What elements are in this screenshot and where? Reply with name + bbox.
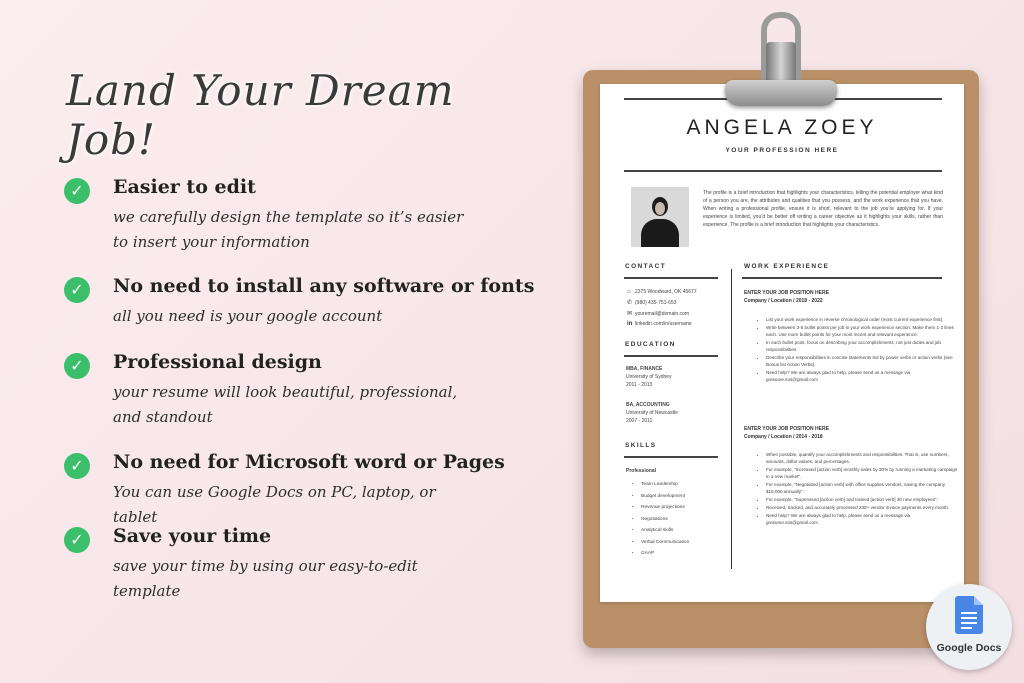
feature-title: No need to install any software or fonts — [113, 275, 535, 297]
divider — [624, 456, 718, 458]
job-bullet: • Need help? We are always glad to help, please send us a message via gresume.sos@gmail.com — [766, 512, 958, 526]
checkmark-icon: ✓ — [64, 178, 90, 204]
contact-email: ✉ youremail@domain.com — [627, 311, 689, 317]
education-years: 2011 - 2013 — [626, 382, 653, 388]
job-bullet: • Received, tracked, and accurately processed 230+ vendor invoice payments every month. — [766, 504, 958, 511]
job-bullet: • Describe your responsibilities in concise statements led by power verbs or action verbs (see Bonus list Action Verbs). — [766, 354, 958, 368]
feature-description: save your time by using our easy-to-edit template — [113, 557, 418, 600]
skill-item: • Revenue projections — [641, 502, 741, 514]
skill-item: • Verbal Communication — [641, 537, 741, 549]
job-bullet: • List your work experience in reverse chronological order (most current experience first). — [766, 316, 958, 323]
binder-clip — [725, 80, 837, 106]
skill-item: • Analytical skills — [641, 525, 741, 537]
phone-icon: ✆ — [627, 300, 633, 306]
contact-address: ⌂ 2375 Woodward, OK 45677 — [627, 289, 697, 295]
job-bullet: • For example, "Increased [action verb] monthly sales by 30% by running a marketing campaign in a new market". — [766, 466, 958, 480]
job-bullet: • For example, "Negotiated [action verb] with office supplies vendors, saving the company $15,000 annually". — [766, 481, 958, 495]
column-divider — [731, 269, 732, 569]
feature-title: Professional design — [113, 351, 322, 373]
binder-clip-neck — [766, 42, 796, 84]
divider — [624, 170, 942, 172]
google-docs-icon — [955, 596, 983, 634]
skill-item: • Budget development — [641, 491, 741, 503]
job-company: Company / Location / 2018 - 2022 — [744, 298, 823, 304]
checkmark-icon: ✓ — [64, 527, 90, 553]
resume-name: ANGELA ZOEY — [686, 116, 878, 139]
feature-description: You can use Google Docs on PC, laptop, or tablet — [113, 483, 436, 526]
feature-description: we carefully design the template so it’s easier to insert your information — [113, 208, 464, 251]
skill-item: • GAAP — [641, 548, 741, 560]
feature-title: Easier to edit — [113, 176, 256, 198]
resume-profile: The profile is a brief introduction that highlights your characteristics, telling the potential employer what kind of a person you are, the attributes and qualities that you possess, and the work experience that you have. When writing a professional profile, ensure it is short, relevant to the job you’re applying for. If your experience is limited, you’d be better off writing a career objective as it highlights your skills, rather than experience. The profile is a brief introduction that highlights your characteristics. — [703, 190, 943, 228]
divider — [624, 355, 718, 357]
feature-title: No need for Microsoft word or Pages — [113, 451, 505, 473]
home-icon: ⌂ — [627, 289, 631, 295]
job-bullets — [750, 316, 958, 384]
job-title: ENTER YOUR JOB POSITION HERE — [744, 426, 829, 432]
mail-icon: ✉ — [627, 311, 633, 317]
resume-profession: YOUR PROFESSION HERE — [725, 147, 839, 154]
contact-linkedin: in linkedin.com/in/username — [627, 321, 692, 327]
feature-description: your resume will look beautiful, professional, and standout — [113, 383, 458, 426]
skills-heading: SKILLS — [625, 442, 657, 449]
divider — [624, 277, 718, 279]
job-bullet: • Write between 3-5 bullet points per job in your work experience section. Make them 1-2 lines each. Use more bullet points for your most recent and relevant experience. — [766, 324, 958, 338]
education-school: University of Sydney — [626, 374, 672, 380]
divider — [742, 277, 942, 279]
job-bullet: • For example, "Supervised [action verb] and trained [action verb] 30 new employees". — [766, 496, 958, 503]
checkmark-icon: ✓ — [64, 453, 90, 479]
feature-description: all you need is your google account — [113, 307, 383, 325]
job-bullets — [750, 451, 958, 527]
education-degree: MBA, FINANCE — [626, 366, 663, 372]
contact-phone: ✆ (980) 435-751-653 — [627, 300, 677, 306]
skills-group: Professional — [626, 468, 657, 474]
feature-title: Save your time — [113, 525, 272, 547]
skill-item: • Team Leadership — [641, 479, 741, 491]
education-years: 2007 - 2011 — [626, 418, 653, 424]
checkmark-icon: ✓ — [64, 277, 90, 303]
experience-heading: WORK EXPERIENCE — [744, 263, 830, 270]
linkedin-icon: in — [627, 321, 633, 327]
job-company: Company / Location / 2014 - 2018 — [744, 434, 823, 440]
google-docs-badge — [926, 584, 1012, 670]
skill-item: • Negotiations — [641, 514, 741, 526]
headline: Land Your Dream Job! — [66, 66, 455, 164]
job-bullet: • In each bullet point, focus on describing your accomplishments, not just duties and job responsibilities. — [766, 339, 958, 353]
checkmark-icon: ✓ — [64, 353, 90, 379]
contact-heading: CONTACT — [625, 263, 667, 270]
resume-preview — [600, 84, 964, 602]
profile-photo — [631, 187, 689, 247]
education-heading: EDUCATION — [625, 341, 676, 348]
job-bullet: • When possible, quantify your accomplishments and responsibilities. That is, use numbers, amounts, dollar values, and percentages. — [766, 451, 958, 465]
skills-list — [627, 479, 741, 560]
google-docs-label: Google Docs — [936, 642, 1002, 654]
education-degree: BA, ACCOUNTING — [626, 402, 670, 408]
education-school: University of Newcastle — [626, 410, 678, 416]
job-bullet: • Need help? We are always glad to help, please send us a message via gresume.sos@gmail.com — [766, 369, 958, 383]
job-title: ENTER YOUR JOB POSITION HERE — [744, 290, 829, 296]
